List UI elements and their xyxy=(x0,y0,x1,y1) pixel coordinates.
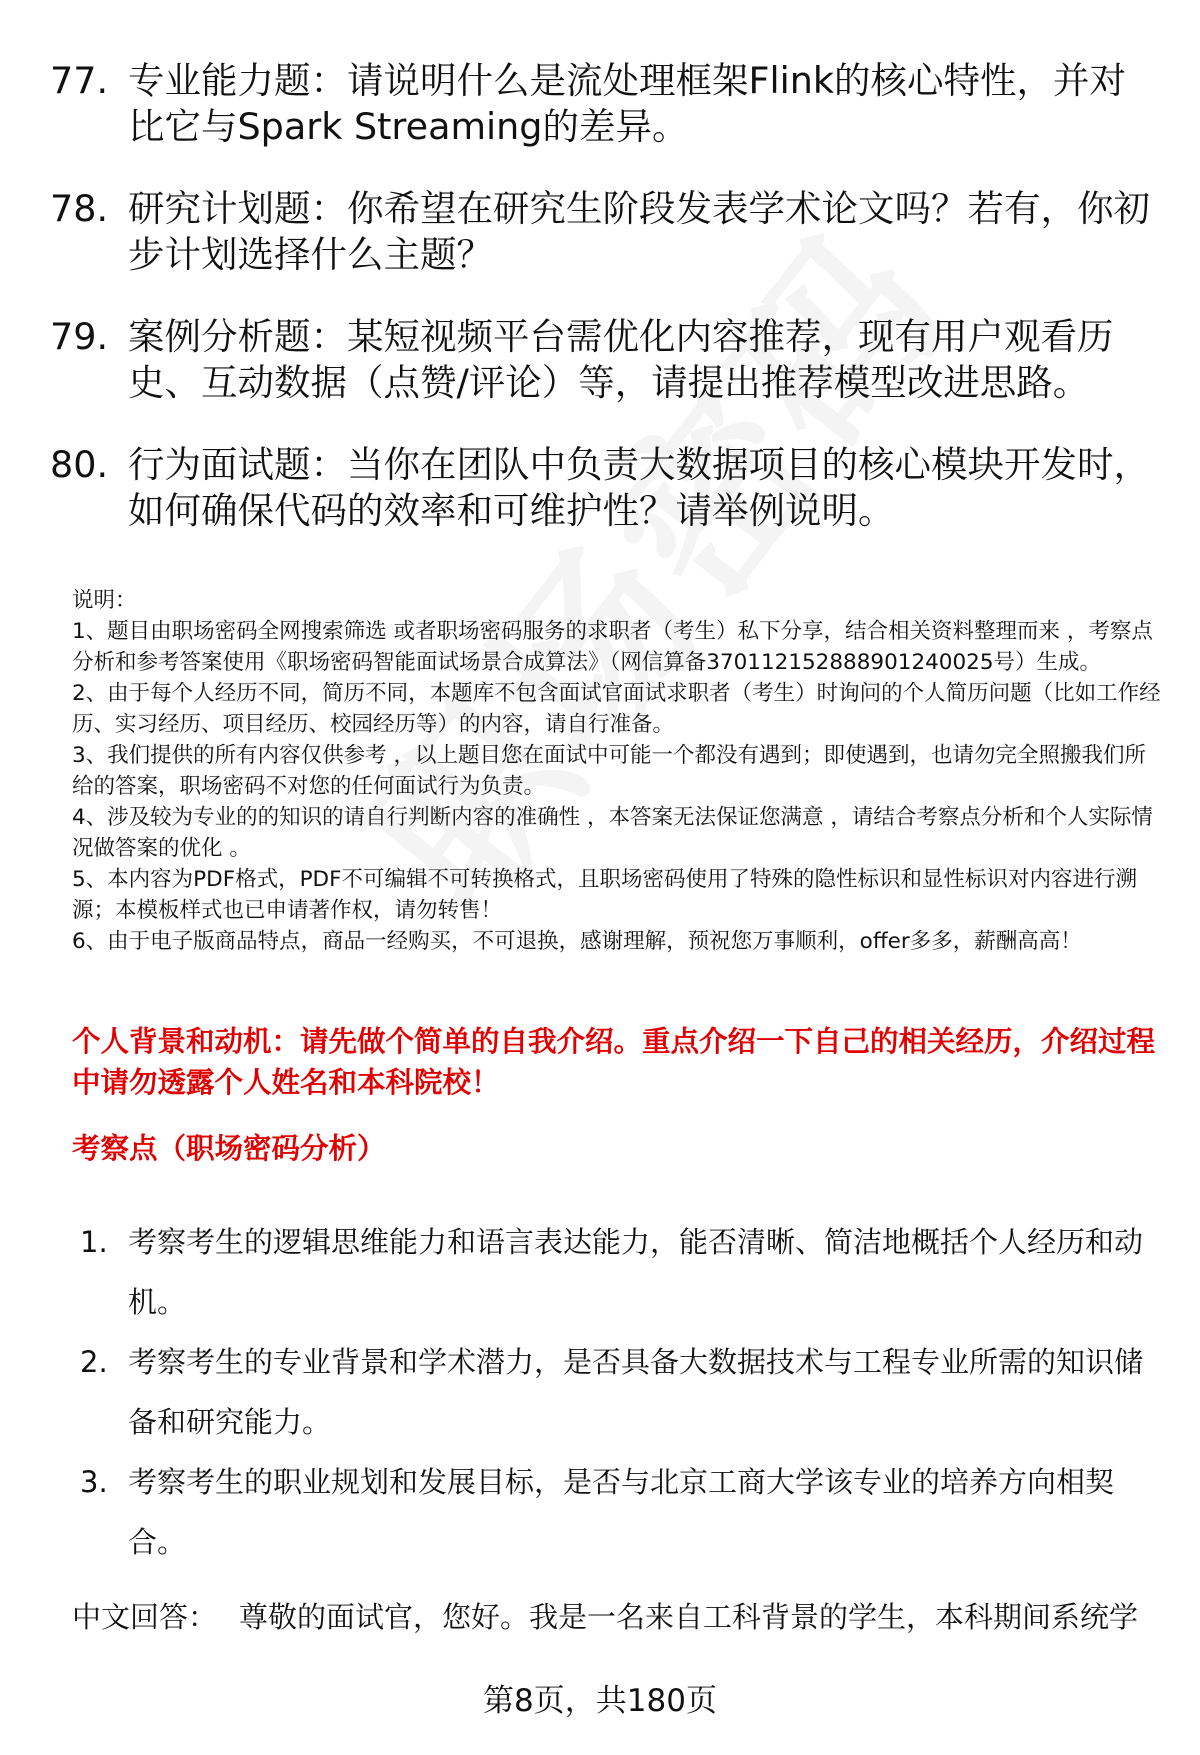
question-item xyxy=(50,58,1160,150)
question-text: 研究计划题：你希望在研究生阶段发表学术论文吗？若有，你初步计划选择什么主题？ xyxy=(128,187,1150,276)
question-text: 行为面试题：当你在团队中负责大数据项目的核心模块开发时，如何确保代码的效率和可维护性？请举例说明。 xyxy=(128,443,1150,532)
note-item: 6、由于电子版商品特点，商品一经购买，不可退换，感谢理解，预祝您万事顺利，offer多多，薪酬高高！ xyxy=(72,929,1082,954)
point-item xyxy=(80,1332,1160,1452)
question-number: 78. xyxy=(50,187,109,230)
question-number: 80. xyxy=(50,443,109,486)
point-item xyxy=(80,1212,1160,1332)
question-item xyxy=(50,442,1160,534)
points-heading: 考察点（职场密码分析） xyxy=(72,1132,386,1165)
question-heading: 个人背景和动机：请先做个简单的自我介绍。重点介绍一下自己的相关经历，介绍过程中请勿透露个人姓名和本科院校！ xyxy=(72,1025,1156,1099)
note-item: 5、本内容为PDF格式，PDF不可编辑不可转换格式，且职场密码使用了特殊的隐性标识和显性标识对内容进行溯源；本模板样式也已申请著作权，请勿转售！ xyxy=(72,867,1137,923)
point-number: 2. xyxy=(80,1345,108,1379)
page-footer: 第8页，共180页 xyxy=(483,1683,717,1719)
question-item xyxy=(50,186,1160,278)
question-text: 专业能力题：请说明什么是流处理框架Flink的核心特性，并对比它与Spark Streaming的差异。 xyxy=(128,59,1127,148)
question-list xyxy=(50,58,1160,570)
points-list xyxy=(80,1212,1160,1572)
note-item: 3、我们提供的所有内容仅供参考 ，以上题目您在面试中可能一个都没有遇到；即使遇到，也请勿完全照搬我们所给的答案，职场密码不对您的任何面试行为负责。 xyxy=(72,743,1147,799)
answer-paragraph xyxy=(72,1596,1172,1638)
answer-label: 中文回答： xyxy=(72,1600,218,1634)
point-number: 3. xyxy=(80,1465,108,1499)
notes-section xyxy=(72,585,1162,957)
note-item: 4、涉及较为专业的的知识的请自行判断内容的准确性 ，本答案无法保证您满意 ，请结合考察点分析和个人实际情况做答案的优化 。 xyxy=(72,805,1153,861)
question-number: 79. xyxy=(50,315,109,358)
answer-text: 尊敬的面试官，您好。我是一名来自工科背景的学生，本科期间系统学 xyxy=(239,1600,1139,1634)
notes-title: 说明： xyxy=(72,588,137,613)
note-item: 2、由于每个人经历不同，简历不同，本题库不包含面试官面试求职者（考生）时询问的个人简历问题（比如工作经历、实习经历、项目经历、校园经历等）的内容，请自行准备。 xyxy=(72,681,1161,737)
note-item: 1、题目由职场密码全网搜索筛选 或者职场密码服务的求职者（考生）私下分享，结合相关资料整理而来 ，考察点分析和参考答案使用《职场密码智能面试场景合成算法》（网信算备370112152888901240025号）生成。 xyxy=(72,619,1153,675)
point-text: 考察考生的职业规划和发展目标，是否与北京工商大学该专业的培养方向相契合。 xyxy=(128,1465,1115,1559)
question-number: 77. xyxy=(50,59,109,102)
point-text: 考察考生的逻辑思维能力和语言表达能力，能否清晰、简洁地概括个人经历和动机。 xyxy=(128,1225,1144,1319)
point-text: 考察考生的专业背景和学术潜力，是否具备大数据技术与工程专业所需的知识储备和研究能力。 xyxy=(128,1345,1144,1439)
point-item xyxy=(80,1452,1160,1572)
question-item xyxy=(50,314,1160,406)
question-text: 案例分析题：某短视频平台需优化内容推荐，现有用户观看历史、互动数据（点赞/评论）等，请提出推荐模型改进思路。 xyxy=(128,315,1114,404)
point-number: 1. xyxy=(80,1225,108,1259)
